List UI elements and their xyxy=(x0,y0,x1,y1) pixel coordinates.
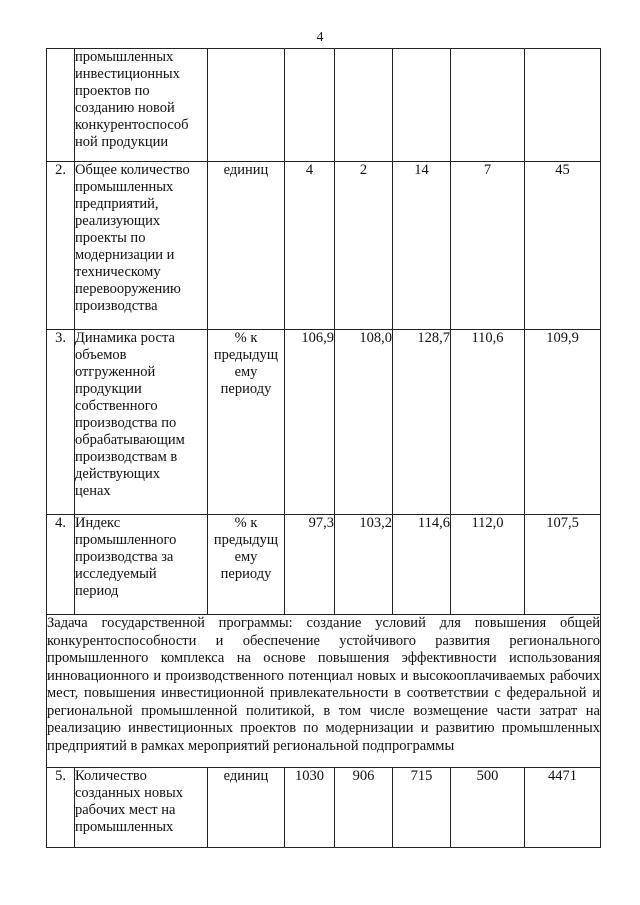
page-number: 4 xyxy=(316,30,324,45)
unit-cell xyxy=(208,49,285,162)
indicator-name: Общее количество промышленных предприятий, реализующих проекты по модернизации и техническому перевооружению производства xyxy=(75,162,208,330)
value-cell: 4471 xyxy=(525,768,601,848)
value-cell: 128,7 xyxy=(393,330,451,515)
table-row xyxy=(47,330,601,515)
row-number: 5. xyxy=(47,768,75,848)
value-cell: 715 xyxy=(393,768,451,848)
task-row xyxy=(47,615,601,768)
value-cell: 97,3 xyxy=(285,515,335,615)
indicator-name: Динамика роста объемов отгруженной продукции собственного производства по обрабатывающим производствам в действующих ценах xyxy=(75,330,208,515)
value-cell: 108,0 xyxy=(335,330,393,515)
value-cell: 14 xyxy=(393,162,451,330)
value-cell: 107,5 xyxy=(525,515,601,615)
unit-cell: единиц xyxy=(208,768,285,848)
row-number: 4. xyxy=(47,515,75,615)
value-cell: 110,6 xyxy=(451,330,525,515)
value-cell: 45 xyxy=(525,162,601,330)
indicator-name: промышленных инвестиционных проектов по созданию новой конкурентоспособ ной продукции xyxy=(75,49,208,162)
table-row xyxy=(47,49,601,162)
value-cell xyxy=(525,49,601,162)
value-cell xyxy=(285,49,335,162)
value-cell: 7 xyxy=(451,162,525,330)
row-number: 3. xyxy=(47,330,75,515)
table-row xyxy=(47,768,601,848)
value-cell: 109,9 xyxy=(525,330,601,515)
indicators-table xyxy=(46,48,601,848)
row-number xyxy=(47,49,75,162)
value-cell: 500 xyxy=(451,768,525,848)
value-cell: 1030 xyxy=(285,768,335,848)
unit-cell: единиц xyxy=(208,162,285,330)
program-task: Задача государственной программы: создание условий для повышения общей конкурентоспособности и обеспечение устойчивого развития регионального промышленного комплекса на основе повышения эффективности использования инновационного и производственного потенциал новых и высокооплачиваемых рабочих мест, повышения инвестиционной привлекательности в соответствии с федеральной и региональной промышленной политикой, в том числе возмещение части затрат на реализацию инвестиционных проектов по модернизации и развитию промышленных предприятий в рамках мероприятий региональной подпрограммы xyxy=(47,615,601,768)
value-cell: 2 xyxy=(335,162,393,330)
value-cell: 112,0 xyxy=(451,515,525,615)
value-cell xyxy=(393,49,451,162)
value-cell: 906 xyxy=(335,768,393,848)
value-cell: 4 xyxy=(285,162,335,330)
table-row xyxy=(47,162,601,330)
value-cell xyxy=(451,49,525,162)
value-cell: 106,9 xyxy=(285,330,335,515)
table-row xyxy=(47,515,601,615)
value-cell: 114,6 xyxy=(393,515,451,615)
value-cell: 103,2 xyxy=(335,515,393,615)
row-number: 2. xyxy=(47,162,75,330)
value-cell xyxy=(335,49,393,162)
indicator-name: Количество созданных новых рабочих мест на промышленных xyxy=(75,768,208,848)
unit-cell: % к предыдущ ему периоду xyxy=(208,515,285,615)
unit-cell: % к предыдущ ему периоду xyxy=(208,330,285,515)
indicator-name: Индекс промышленного производства за исследуемый период xyxy=(75,515,208,615)
